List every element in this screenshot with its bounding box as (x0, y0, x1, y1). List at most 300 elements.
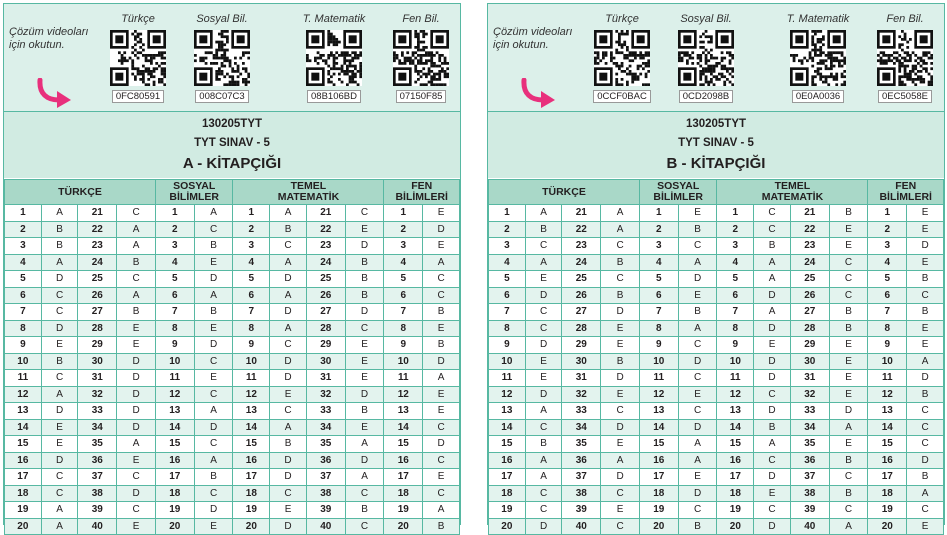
question-number: 11 (5, 370, 42, 387)
question-number: 39 (306, 502, 345, 519)
answer-sosyal: A (678, 254, 717, 271)
question-number: 22 (562, 221, 601, 238)
question-number: 28 (562, 320, 601, 337)
answer-turkce: B (601, 353, 640, 370)
question-number: 1 (868, 205, 907, 222)
answer-matematik: C (345, 518, 384, 535)
table-row (5, 271, 460, 288)
qr-sosyal[interactable]: Sosyal Bil. 008C07C3 (182, 12, 262, 104)
question-number: 10 (639, 353, 678, 370)
answer-sosyal: E (678, 287, 717, 304)
question-number: 19 (233, 502, 270, 519)
question-number: 15 (5, 436, 42, 453)
answer-fen: A (907, 353, 944, 370)
question-number: 15 (639, 436, 678, 453)
question-number: 23 (790, 238, 829, 255)
question-number: 16 (5, 452, 42, 469)
question-number: 31 (306, 370, 345, 387)
answer-sosyal: C (194, 485, 233, 502)
question-number: 31 (790, 370, 829, 387)
answer-turkce: E (41, 337, 78, 354)
question-number: 33 (306, 403, 345, 420)
question-number: 10 (384, 353, 423, 370)
curved-arrow-icon (521, 78, 557, 108)
question-number: 10 (5, 353, 42, 370)
question-number: 7 (717, 304, 754, 321)
answer-matematik: A (754, 436, 791, 453)
answer-fen: B (907, 304, 944, 321)
answer-fen: C (423, 287, 460, 304)
question-number: 34 (790, 419, 829, 436)
answer-matematik: C (345, 485, 384, 502)
qr-section (4, 4, 460, 111)
question-number: 5 (5, 271, 42, 288)
question-number: 28 (790, 320, 829, 337)
answer-turkce: A (117, 238, 156, 255)
table-row (489, 271, 944, 288)
question-number: 38 (562, 485, 601, 502)
answer-matematik: E (270, 386, 307, 403)
question-number: 40 (562, 518, 601, 535)
question-number: 13 (5, 403, 42, 420)
answer-turkce: E (117, 452, 156, 469)
question-number: 37 (790, 469, 829, 486)
answer-turkce: A (41, 254, 78, 271)
answer-turkce: C (117, 271, 156, 288)
answer-matematik: A (270, 419, 307, 436)
answer-matematik: D (270, 452, 307, 469)
question-number: 3 (155, 238, 194, 255)
question-number: 9 (384, 337, 423, 354)
answer-matematik: A (270, 205, 307, 222)
question-number: 5 (639, 271, 678, 288)
answer-turkce: D (601, 469, 640, 486)
question-number: 36 (306, 452, 345, 469)
answer-matematik: B (829, 452, 868, 469)
answer-turkce: C (117, 502, 156, 519)
answer-table (4, 179, 460, 535)
answer-sosyal: D (678, 419, 717, 436)
answer-matematik: A (270, 320, 307, 337)
table-row (5, 452, 460, 469)
question-number: 2 (639, 221, 678, 238)
question-number: 29 (78, 337, 117, 354)
answer-matematik: C (754, 205, 791, 222)
answer-matematik: A (754, 271, 791, 288)
qr-matematik[interactable]: T. Matematik 08B106BD (302, 13, 366, 102)
table-row (5, 337, 460, 354)
answer-fen: A (423, 370, 460, 387)
question-number: 2 (233, 221, 270, 238)
qr-turkce[interactable]: Türkçe 0FC80591 (100, 12, 176, 104)
answer-turkce: C (601, 238, 640, 255)
answer-turkce: E (525, 370, 562, 387)
question-number: 18 (5, 485, 42, 502)
question-number: 13 (639, 403, 678, 420)
answer-fen: A (907, 485, 944, 502)
answer-matematik: D (754, 518, 791, 535)
answer-turkce: D (117, 419, 156, 436)
answer-fen: D (907, 452, 944, 469)
answer-fen: E (907, 337, 944, 354)
qr-code-icon[interactable] (790, 30, 846, 86)
question-number: 14 (639, 419, 678, 436)
question-number: 14 (384, 419, 423, 436)
answer-fen: A (423, 502, 460, 519)
question-number: 13 (717, 403, 754, 420)
qr-fen[interactable]: Fen Bil. 07150F85 (382, 12, 460, 104)
answer-matematik: C (829, 254, 868, 271)
question-number: 13 (868, 403, 907, 420)
answer-matematik: B (829, 205, 868, 222)
answer-turkce: C (601, 485, 640, 502)
qr-code-icon[interactable] (678, 30, 734, 86)
table-row (5, 386, 460, 403)
question-number: 33 (78, 403, 117, 420)
question-number: 9 (155, 337, 194, 354)
question-number: 6 (868, 287, 907, 304)
question-number: 39 (78, 502, 117, 519)
question-number: 7 (639, 304, 678, 321)
question-number: 27 (306, 304, 345, 321)
qr-code-icon[interactable] (110, 30, 166, 86)
answer-fen: E (423, 238, 460, 255)
question-number: 15 (384, 436, 423, 453)
answer-matematik: D (754, 370, 791, 387)
qr-code-icon[interactable] (306, 30, 362, 86)
question-number: 25 (790, 271, 829, 288)
question-number: 26 (306, 287, 345, 304)
answer-turkce: C (601, 518, 640, 535)
answer-table (488, 179, 944, 535)
answer-turkce: A (525, 403, 562, 420)
answer-turkce: C (525, 485, 562, 502)
answer-turkce: E (41, 419, 78, 436)
question-number: 16 (384, 452, 423, 469)
answer-turkce: B (41, 353, 78, 370)
answer-fen: E (907, 221, 944, 238)
question-number: 24 (562, 254, 601, 271)
answer-matematik: C (754, 221, 791, 238)
question-number: 11 (868, 370, 907, 387)
answer-matematik: C (829, 271, 868, 288)
question-number: 35 (306, 436, 345, 453)
question-number: 24 (790, 254, 829, 271)
answer-turkce: B (601, 254, 640, 271)
answer-sosyal: D (678, 271, 717, 288)
table-row (489, 403, 944, 420)
answer-matematik: E (345, 337, 384, 354)
answer-turkce: B (41, 221, 78, 238)
answer-matematik: C (829, 287, 868, 304)
question-number: 8 (868, 320, 907, 337)
table-row (489, 254, 944, 271)
question-number: 4 (489, 254, 526, 271)
question-number: 25 (78, 271, 117, 288)
question-number: 11 (489, 370, 526, 387)
header-fen: FEN BİLİMLERİ (384, 180, 460, 205)
answer-sosyal: D (194, 419, 233, 436)
question-number: 2 (5, 221, 42, 238)
answer-sosyal: D (194, 502, 233, 519)
answer-matematik: D (345, 238, 384, 255)
answer-turkce: E (41, 436, 78, 453)
answer-turkce: B (41, 238, 78, 255)
answer-fen: C (423, 271, 460, 288)
question-number: 10 (868, 353, 907, 370)
question-number: 34 (78, 419, 117, 436)
answer-sosyal: C (678, 238, 717, 255)
answer-fen: B (423, 518, 460, 535)
answer-matematik: B (754, 238, 791, 255)
answer-matematik: A (754, 254, 791, 271)
answer-key-card-a (3, 3, 461, 532)
qr-code-icon[interactable] (194, 30, 250, 86)
exam-info (488, 111, 944, 178)
question-number: 13 (233, 403, 270, 420)
answer-turkce: E (601, 320, 640, 337)
question-number: 3 (717, 238, 754, 255)
table-row (489, 436, 944, 453)
question-number: 25 (562, 271, 601, 288)
question-number: 19 (868, 502, 907, 519)
answer-turkce: A (525, 452, 562, 469)
question-number: 5 (489, 271, 526, 288)
question-number: 1 (384, 205, 423, 222)
question-number: 17 (639, 469, 678, 486)
table-row (489, 419, 944, 436)
answer-fen: D (423, 353, 460, 370)
question-number: 3 (489, 238, 526, 255)
question-number: 20 (384, 518, 423, 535)
question-number: 13 (155, 403, 194, 420)
question-number: 11 (155, 370, 194, 387)
answer-turkce: A (41, 205, 78, 222)
answer-turkce: D (41, 320, 78, 337)
question-number: 4 (717, 254, 754, 271)
answer-rows (5, 205, 460, 535)
table-row (489, 238, 944, 255)
header-turkce: TÜRKÇE (5, 180, 156, 205)
answer-turkce: B (117, 304, 156, 321)
exam-code: 130205TYT (201, 118, 263, 130)
question-number: 17 (5, 469, 42, 486)
header-turkce: TÜRKÇE (489, 180, 640, 205)
question-number: 15 (717, 436, 754, 453)
question-number: 30 (562, 353, 601, 370)
answer-fen: D (907, 370, 944, 387)
question-number: 6 (639, 287, 678, 304)
answer-turkce: A (117, 221, 156, 238)
answer-turkce: D (525, 386, 562, 403)
answer-fen: D (423, 221, 460, 238)
question-number: 5 (233, 271, 270, 288)
answer-fen: E (423, 320, 460, 337)
answer-turkce: E (117, 337, 156, 354)
table-row (489, 518, 944, 535)
table-row (489, 370, 944, 387)
question-number: 7 (868, 304, 907, 321)
answer-sosyal: C (678, 370, 717, 387)
question-number: 6 (5, 287, 42, 304)
question-number: 40 (790, 518, 829, 535)
answer-turkce: C (601, 271, 640, 288)
question-number: 10 (717, 353, 754, 370)
exam-name: TYT SINAV - 5 (194, 137, 270, 149)
answer-matematik: B (270, 221, 307, 238)
question-number: 8 (233, 320, 270, 337)
answer-matematik: E (345, 370, 384, 387)
qr-code-icon[interactable] (393, 30, 449, 86)
answer-matematik: D (754, 353, 791, 370)
qr-matematik[interactable]: T. Matematik 0E0A0036 (786, 13, 850, 102)
question-number: 38 (78, 485, 117, 502)
table-row (5, 370, 460, 387)
qr-code-icon[interactable] (877, 30, 933, 86)
answer-sosyal: B (194, 304, 233, 321)
header-matematik: TEMEL MATEMATİK (233, 180, 384, 205)
question-number: 3 (5, 238, 42, 255)
answer-turkce: C (601, 403, 640, 420)
answer-matematik: D (754, 469, 791, 486)
question-number: 10 (155, 353, 194, 370)
question-number: 24 (306, 254, 345, 271)
table-row (5, 419, 460, 436)
question-number: 30 (78, 353, 117, 370)
question-number: 4 (5, 254, 42, 271)
answer-matematik: C (829, 502, 868, 519)
answer-turkce: A (601, 205, 640, 222)
question-number: 2 (717, 221, 754, 238)
table-row (5, 254, 460, 271)
question-number: 21 (790, 205, 829, 222)
table-row (5, 320, 460, 337)
question-number: 5 (384, 271, 423, 288)
question-number: 6 (489, 287, 526, 304)
answer-fen: A (423, 254, 460, 271)
answer-fen: C (907, 436, 944, 453)
answer-sosyal: E (194, 518, 233, 535)
scan-instruction: Çözüm videoları için okutun. (493, 26, 573, 51)
table-row (5, 518, 460, 535)
question-number: 16 (489, 452, 526, 469)
question-number: 5 (717, 271, 754, 288)
header-matematik: TEMEL MATEMATİK (717, 180, 868, 205)
question-number: 13 (489, 403, 526, 420)
question-number: 12 (868, 386, 907, 403)
booklet-title: B - KİTAPÇIĞI (666, 155, 766, 172)
answer-sosyal: B (194, 469, 233, 486)
question-number: 1 (155, 205, 194, 222)
answer-turkce: B (525, 436, 562, 453)
question-number: 19 (384, 502, 423, 519)
answer-turkce: D (117, 353, 156, 370)
answer-fen: B (423, 337, 460, 354)
answer-matematik: C (270, 485, 307, 502)
answer-sosyal: E (194, 254, 233, 271)
question-number: 34 (562, 419, 601, 436)
answer-turkce: A (41, 502, 78, 519)
question-number: 19 (639, 502, 678, 519)
question-number: 18 (717, 485, 754, 502)
question-number: 29 (562, 337, 601, 354)
question-number: 15 (233, 436, 270, 453)
answer-matematik: C (754, 452, 791, 469)
question-number: 17 (233, 469, 270, 486)
question-number: 11 (233, 370, 270, 387)
answer-matematik: D (270, 353, 307, 370)
question-number: 20 (639, 518, 678, 535)
question-number: 9 (639, 337, 678, 354)
qr-code-icon[interactable] (594, 30, 650, 86)
question-number: 1 (717, 205, 754, 222)
question-number: 2 (384, 221, 423, 238)
question-number: 4 (868, 254, 907, 271)
question-number: 22 (78, 221, 117, 238)
question-number: 38 (306, 485, 345, 502)
answer-matematik: D (754, 403, 791, 420)
question-number: 22 (790, 221, 829, 238)
table-row (489, 221, 944, 238)
answer-turkce: C (525, 419, 562, 436)
answer-turkce: A (601, 452, 640, 469)
table-row (489, 337, 944, 354)
answer-turkce: D (117, 403, 156, 420)
question-number: 24 (78, 254, 117, 271)
qr-turkce[interactable]: Türkçe 0CCF0BAC (584, 12, 660, 104)
answer-turkce: C (525, 238, 562, 255)
question-number: 4 (233, 254, 270, 271)
answer-turkce: D (601, 304, 640, 321)
question-number: 16 (639, 452, 678, 469)
question-number: 29 (790, 337, 829, 354)
answer-matematik: E (829, 221, 868, 238)
question-number: 18 (639, 485, 678, 502)
question-number: 4 (639, 254, 678, 271)
answer-matematik: C (829, 469, 868, 486)
question-number: 18 (233, 485, 270, 502)
table-row (5, 469, 460, 486)
question-number: 36 (562, 452, 601, 469)
question-number: 7 (489, 304, 526, 321)
question-number: 3 (639, 238, 678, 255)
question-number: 12 (717, 386, 754, 403)
question-number: 20 (717, 518, 754, 535)
question-number: 18 (868, 485, 907, 502)
table-row (5, 353, 460, 370)
question-number: 12 (384, 386, 423, 403)
answer-turkce: C (41, 304, 78, 321)
qr-fen[interactable]: Fen Bil. 0EC5058E (866, 12, 944, 104)
answer-turkce: B (117, 254, 156, 271)
question-number: 6 (717, 287, 754, 304)
answer-sosyal: C (194, 436, 233, 453)
question-number: 6 (155, 287, 194, 304)
answer-sosyal: B (678, 518, 717, 535)
question-number: 4 (384, 254, 423, 271)
answer-matematik: C (754, 502, 791, 519)
answer-matematik: E (754, 485, 791, 502)
answer-matematik: B (270, 436, 307, 453)
question-number: 32 (306, 386, 345, 403)
question-number: 2 (155, 221, 194, 238)
answer-matematik: D (345, 304, 384, 321)
question-number: 14 (5, 419, 42, 436)
answer-turkce: E (601, 386, 640, 403)
question-number: 8 (717, 320, 754, 337)
question-number: 40 (306, 518, 345, 535)
qr-sosyal[interactable]: Sosyal Bil. 0CD2098B (666, 12, 746, 104)
